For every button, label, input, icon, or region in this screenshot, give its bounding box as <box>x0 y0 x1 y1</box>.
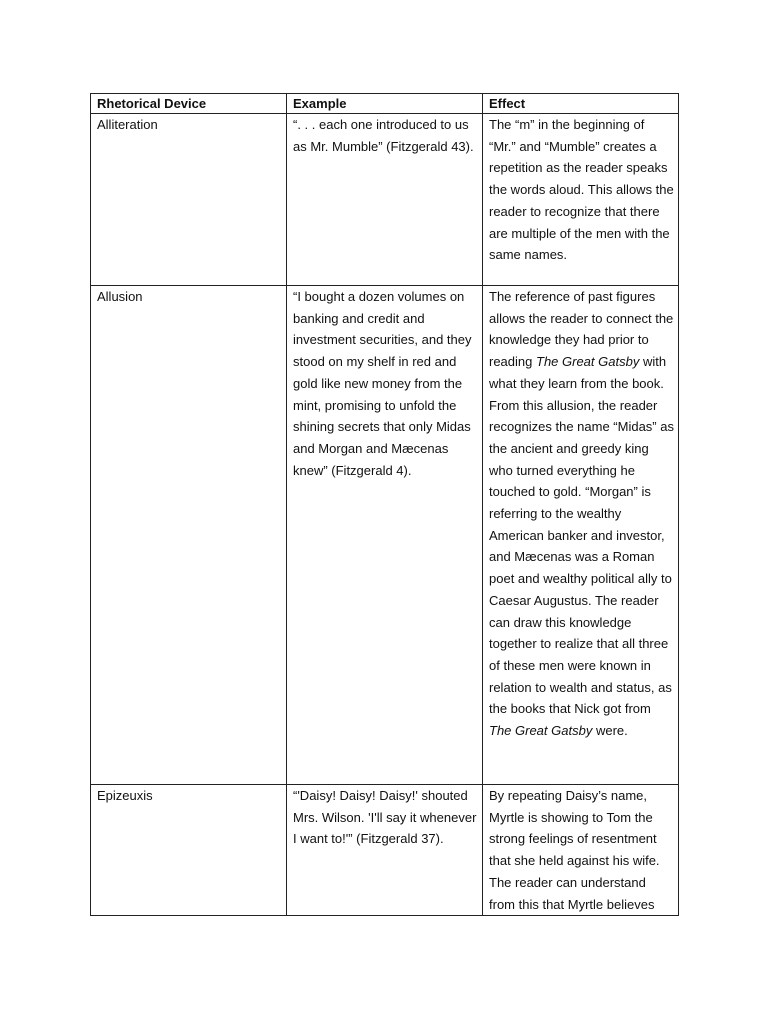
example-cell <box>287 286 483 785</box>
example-cell <box>287 785 483 916</box>
example-quote: “I bought a dozen volumes on banking and credit and investment securities, and they stood on my shelf in red and gold like new money from the mint, promising to unfold the shining secrets that only Midas and Morgan and Mæcenas knew” (Fitzgerald 4). <box>293 289 472 478</box>
effect-text-part-2: with what they learn from the book. From this allusion, the reader recognizes the name “Midas” as the ancient and greedy king who turned everything he touched to gold. “Morgan” is referring to the wealthy American banker and investor, and Mæcenas was a Roman poet and wealthy political ally to Caesar Augustus. The reader can draw this knowledge together to realize that all three of these men were known in relation to wealth and status, as the books that Nick got from <box>489 354 674 717</box>
effect-text-part-1: The reference of past figures allows the reader to connect the knowledge they had prior to reading <box>489 289 674 370</box>
device-cell <box>91 785 287 916</box>
device-cell <box>91 286 287 785</box>
book-title: The Great Gatsby <box>489 723 593 739</box>
example-quote: “'Daisy! Daisy! Daisy!' shouted Mrs. Wilson. 'I'll say it whenever I want to!'” (Fitzgerald 37). <box>293 788 477 847</box>
table-header-row <box>91 94 679 114</box>
example-cell <box>287 114 483 286</box>
effect-cell <box>483 114 679 286</box>
device-cell <box>91 114 287 286</box>
book-title: The Great Gatsby <box>536 354 640 370</box>
device-name: Alliteration <box>97 117 158 132</box>
example-quote: “. . . each one introduced to us as Mr. Mumble” (Fitzgerald 43). <box>293 117 474 154</box>
header-example: Example <box>287 94 483 114</box>
table-row-epizeuxis <box>91 785 679 916</box>
device-name: Epizeuxis <box>97 788 153 803</box>
effect-text: By repeating Daisy’s name, Myrtle is showing to Tom the strong feelings of resentment that she held against his wife. The reader can understand from this that Myrtle believes <box>489 788 660 912</box>
effect-text: The “m” in the beginning of “Mr.” and “Mumble” creates a repetition as the reader speaks the words aloud. This allows the reader to recognize that there are multiple of the men with the same names. <box>489 117 674 263</box>
header-effect: Effect <box>483 94 679 114</box>
effect-text <box>489 286 674 742</box>
effect-text-part-3: were. <box>595 723 628 739</box>
table-row-alliteration <box>91 114 679 286</box>
effect-cell <box>483 785 679 916</box>
rhetorical-devices-table <box>90 93 679 916</box>
table-row-allusion <box>91 286 679 785</box>
device-name: Allusion <box>97 289 143 304</box>
effect-cell <box>483 286 679 785</box>
header-rhetorical-device: Rhetorical Device <box>91 94 287 114</box>
